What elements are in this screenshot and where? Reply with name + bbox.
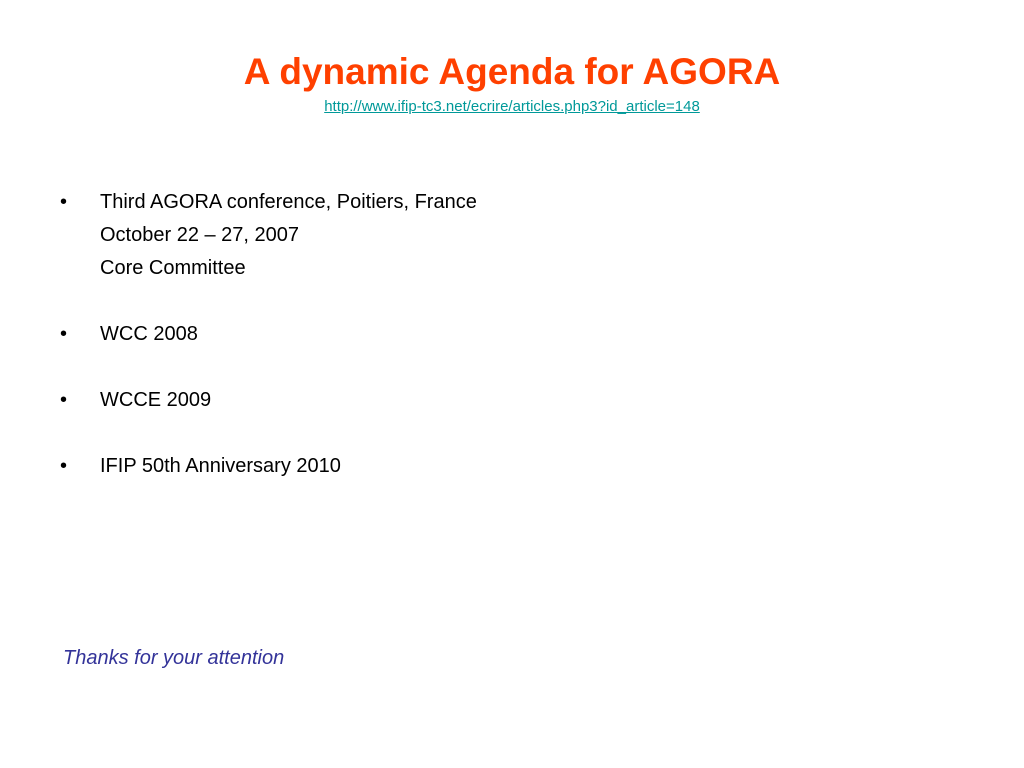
bullet-dot: • <box>60 323 68 345</box>
bullet-dot: • <box>60 455 68 477</box>
bullet-dot: • <box>60 191 68 213</box>
bullet-text: Core Committee <box>100 257 246 279</box>
url-line <box>0 98 1024 116</box>
bullet-text: IFIP 50th Anniversary 2010 <box>100 455 341 477</box>
bullet-text: Third AGORA conference, Poitiers, France <box>100 191 477 213</box>
closing-text: Thanks for your attention <box>63 647 285 669</box>
bullet-list <box>60 186 477 516</box>
list-item <box>60 186 477 285</box>
bullet-text: October 22 – 27, 2007 <box>100 224 300 246</box>
bullet-text: WCC 2008 <box>100 323 198 345</box>
list-item <box>60 384 477 417</box>
list-item <box>60 450 477 483</box>
bullet-dot: • <box>60 389 68 411</box>
list-item <box>60 318 477 351</box>
slide-title: A dynamic Agenda for AGORA <box>243 51 781 92</box>
bullet-text: WCCE 2009 <box>100 389 212 411</box>
article-link[interactable]: http://www.ifip-tc3.net/ecrire/articles.php3?id_article=148 <box>324 98 700 115</box>
